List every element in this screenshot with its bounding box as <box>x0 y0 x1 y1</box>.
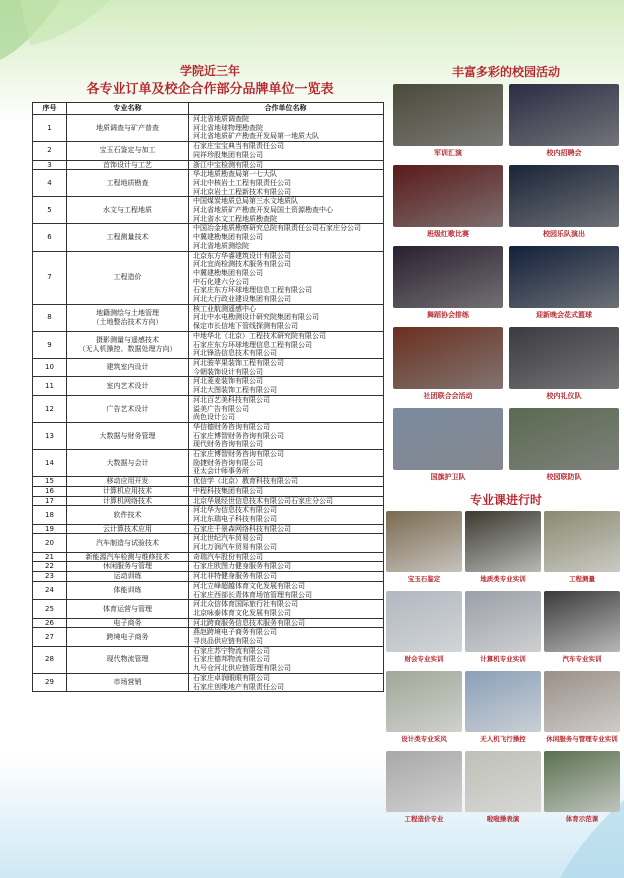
row-units <box>189 562 384 572</box>
row-number: 16 <box>33 486 67 496</box>
row-major <box>67 358 189 376</box>
row-major <box>67 534 189 552</box>
partner-unit: 励捷财务咨询有限公司 <box>193 458 263 467</box>
row-major <box>67 331 189 358</box>
table-row <box>33 197 384 224</box>
row-number: 18 <box>33 506 67 524</box>
campus-caption: 迎新晚会花式篮球 <box>536 310 592 319</box>
partner-unit: 九号仓河北供应链管理有限公司 <box>193 664 291 673</box>
table-row <box>33 160 384 170</box>
partner-unit: 河北中核岩土工程有限责任公司 <box>193 178 291 187</box>
partner-unit: 石家庄欧图力健身服务有限公司 <box>193 562 291 571</box>
major-name: 休闲服务与管理 <box>103 562 152 571</box>
table-body <box>33 115 384 692</box>
row-number: 23 <box>33 572 67 582</box>
major-name: 广告艺术设计 <box>106 404 149 413</box>
row-units <box>189 377 384 395</box>
row-major <box>67 628 189 646</box>
row-units <box>189 486 384 496</box>
course-caption: 汽车专业实训 <box>562 655 602 663</box>
row-major <box>67 486 189 496</box>
table-row <box>33 562 384 572</box>
campus-caption: 校园联防队 <box>546 472 582 481</box>
partner-unit: 河北省地质矿产勘查开发局国土资源勘查中心 <box>193 206 333 215</box>
partner-unit: 石家庄西部长青体育场馆管理有限公司 <box>193 590 312 599</box>
partner-unit: 河北非特健身服务有限公司 <box>193 572 277 581</box>
row-number: 27 <box>33 628 67 646</box>
row-number: 17 <box>33 496 67 506</box>
partner-unit: 现代财务咨询有限公司 <box>193 440 263 449</box>
partner-unit: 今朝装饰设计有限公司 <box>193 367 263 376</box>
partner-unit: 优信学（北京）教育科技有限公司 <box>193 477 298 486</box>
table-row <box>33 534 384 552</box>
table-row <box>33 524 384 534</box>
row-major <box>67 496 189 506</box>
partner-unit: 寻良品供应链有限公司 <box>193 637 263 646</box>
row-units <box>189 331 384 358</box>
campus-caption: 班级红歌比赛 <box>427 229 469 238</box>
partner-unit: 河北大行政业建设集团有限公司 <box>193 295 291 304</box>
row-major <box>67 224 189 251</box>
row-units <box>189 115 384 142</box>
partner-unit: 河北跨商服务信息技术服务有限公司 <box>193 618 305 627</box>
partner-unit: 核工业航测遥感中心 <box>193 304 256 313</box>
campus-caption: 社团联合会活动 <box>423 391 473 400</box>
table-row <box>33 170 384 197</box>
partner-unit: 尚色设计公司 <box>193 413 235 422</box>
row-number: 24 <box>33 581 67 599</box>
partner-unit: 河北百艺美科技有限公司 <box>193 395 270 404</box>
campus-caption: 舞蹈协会排练 <box>427 310 469 319</box>
table-header-row <box>33 103 384 115</box>
partner-unit: 河北世纪汽车贸易公司 <box>193 534 263 543</box>
partner-unit: 石家庄德邦物流有限公司 <box>193 655 270 664</box>
course-photo <box>386 591 462 652</box>
partner-unit: 中冀建勘集团有限公司 <box>193 233 263 242</box>
partner-unit: 河北华为信息技术有限公司 <box>193 506 277 515</box>
major-name: 汽车制造与试验技术 <box>96 538 159 547</box>
major-name: 新能源汽车检测与维修技术 <box>85 552 170 561</box>
row-major <box>67 524 189 534</box>
partner-unit: 北京华晟经世信息技术有限公司石家庄分公司 <box>193 496 333 505</box>
course-caption: 财会专业实训 <box>404 655 444 663</box>
course-photo <box>465 671 541 732</box>
partner-unit: 河北省地质测绘院 <box>193 241 249 250</box>
partner-unit: 石家庄千景森网络科技有限公司 <box>193 524 291 533</box>
row-major <box>67 600 189 618</box>
partner-unit: 石家庄博智财务咨询有限公司 <box>193 431 284 440</box>
row-number: 5 <box>33 197 67 224</box>
row-major <box>67 552 189 562</box>
row-units <box>189 477 384 487</box>
major-name: 体育运营与管理 <box>103 604 152 613</box>
partner-unit: 石家庄卓润眼眼有限公司 <box>193 673 270 682</box>
row-units <box>189 534 384 552</box>
partner-unit: 浙江中宝检测有限公司 <box>193 160 263 169</box>
table-row <box>33 581 384 599</box>
row-major <box>67 422 189 449</box>
campus-caption: 校园乐队演出 <box>543 229 585 238</box>
campus-caption: 国旗护卫队 <box>430 472 466 481</box>
row-major <box>67 673 189 691</box>
row-major <box>67 618 189 628</box>
table-row <box>33 646 384 673</box>
row-units <box>189 422 384 449</box>
course-caption: 宝玉石鉴定 <box>407 575 441 583</box>
row-number: 14 <box>33 450 67 477</box>
partner-unit: 河北省地质调查院 <box>193 115 249 123</box>
row-number: 9 <box>33 331 67 358</box>
major-name: 室内艺术设计 <box>106 381 149 390</box>
course-caption: 无人机飞行操控 <box>480 735 526 743</box>
row-units <box>189 628 384 646</box>
row-major <box>67 646 189 673</box>
partner-unit: 中程科技集团有限公司 <box>193 486 263 495</box>
campus-photo <box>393 408 503 470</box>
course-photo <box>386 751 462 812</box>
row-major <box>67 142 189 160</box>
row-major <box>67 506 189 524</box>
row-units <box>189 600 384 618</box>
row-units <box>189 673 384 691</box>
course-photo <box>465 591 541 652</box>
partner-unit: 中国煤炭地质总局第三水文地质队 <box>193 197 298 206</box>
partner-unit: 河北骏苹果装饰工程有限公司 <box>193 358 284 367</box>
table-row <box>33 552 384 562</box>
row-number: 7 <box>33 251 67 304</box>
partner-unit: 燕赵跨境电子商务有限公司 <box>193 628 277 637</box>
row-units <box>189 552 384 562</box>
course-caption: 体育示范课 <box>565 815 599 823</box>
partner-unit: 奇瑞汽车股份有限公司 <box>193 552 263 561</box>
row-number: 2 <box>33 142 67 160</box>
major-name: 跨境电子商务 <box>106 632 149 641</box>
row-units <box>189 450 384 477</box>
partner-unit: 北京咏泰体育文化发展有限公司 <box>193 608 291 617</box>
row-number: 6 <box>33 224 67 251</box>
page-title-line1: 学院近三年 <box>179 64 240 78</box>
row-units <box>189 524 384 534</box>
table-row <box>33 224 384 251</box>
course-photo <box>544 751 620 812</box>
major-name: 软件技术 <box>113 510 142 519</box>
course-photo <box>386 671 462 732</box>
table-row <box>33 486 384 496</box>
course-photo <box>465 751 541 812</box>
major-name: 地质调查与矿产普查 <box>96 123 159 132</box>
header-no: 序号 <box>33 103 67 115</box>
campus-caption: 军训汇演 <box>434 148 462 157</box>
row-units <box>189 572 384 582</box>
campus-photo <box>509 84 619 146</box>
table-row <box>33 600 384 618</box>
row-number: 22 <box>33 562 67 572</box>
table-row <box>33 358 384 376</box>
major-name: 计算机网络技术 <box>103 496 152 505</box>
major-direction: （土地整治技术方向） <box>92 317 163 326</box>
row-units <box>189 581 384 599</box>
table-row <box>33 477 384 487</box>
campus-photo <box>393 327 503 389</box>
row-number: 13 <box>33 422 67 449</box>
partner-unit: 河北锋浩信息技术有限公司 <box>193 349 277 358</box>
partner-unit: 保定市长信地下管线探测有限公司 <box>193 322 298 331</box>
row-major <box>67 115 189 142</box>
partner-unit: 河北众信体育国际旅行社有限公司 <box>193 600 298 609</box>
course-caption: 工程造价专业 <box>404 815 444 823</box>
course-caption: 啦啦操表演 <box>486 815 520 823</box>
course-caption: 工程测量 <box>569 575 595 583</box>
campus-photo <box>509 246 619 308</box>
table-row <box>33 572 384 582</box>
header-units: 合作单位名称 <box>189 103 384 115</box>
partner-unit: 中冀建勘集团有限公司 <box>193 268 263 277</box>
table-row <box>33 115 384 142</box>
table-row <box>33 142 384 160</box>
row-major <box>67 477 189 487</box>
partner-unit: 河北立峰超越体育文化发展有限公司 <box>193 581 305 590</box>
major-name: 工程地质勘查 <box>106 178 149 187</box>
campus-caption: 校内招聘会 <box>546 148 582 157</box>
course-caption: 计算机专业实训 <box>480 655 526 663</box>
partner-unit: 河北京岩土工程新技术有限公司 <box>193 187 291 196</box>
row-units <box>189 142 384 160</box>
row-units <box>189 618 384 628</box>
major-name: 现代物流管理 <box>106 655 149 664</box>
row-number: 10 <box>33 358 67 376</box>
row-units <box>189 160 384 170</box>
page-title-line2: 各专业订单及校企合作部分品牌单位一览表 <box>86 82 334 97</box>
major-name: 电子商务 <box>113 618 142 627</box>
row-units <box>189 358 384 376</box>
partner-unit: 溢美广告有限公司 <box>193 404 249 413</box>
major-name: 市场营销 <box>113 678 142 687</box>
table-row <box>33 506 384 524</box>
row-major <box>67 377 189 395</box>
table-row <box>33 450 384 477</box>
partner-unit: 石家庄博智财务咨询有限公司 <box>193 450 284 459</box>
campus-photo <box>509 408 619 470</box>
partner-unit: 华信德财务咨询有限公司 <box>193 422 270 431</box>
table-row <box>33 251 384 304</box>
row-number: 26 <box>33 618 67 628</box>
partner-unit: 河北省地质矿产勘查开发局第一地质大队 <box>193 132 319 141</box>
partner-unit: 中地华北（北京）工程技术研究院有限公司 <box>193 331 326 340</box>
course-section-title: 专业课进行时 <box>469 493 542 507</box>
partner-unit: 中国冶金地质勘察研究总院有限责任公司石家庄分公司 <box>193 224 361 233</box>
major-name: 计算机应用技术 <box>103 486 152 495</box>
row-number: 11 <box>33 377 67 395</box>
major-name: 移动应用开发 <box>106 477 149 486</box>
major-name: 摄影测量与遥感技术 <box>96 336 159 345</box>
major-name: 首饰设计与工艺 <box>103 160 152 169</box>
partner-unit: 亚太会计师事务所 <box>193 467 249 476</box>
partner-unit: 河北中水电勘测设计研究院集团有限公司 <box>193 313 319 322</box>
major-name: 大数据与会计 <box>106 458 149 467</box>
course-photo <box>386 511 462 572</box>
partner-unit: 河北宜尚检测技术服务有限公司 <box>193 260 291 269</box>
row-major <box>67 572 189 582</box>
course-caption: 设计类专业采风 <box>401 735 447 743</box>
row-units <box>189 496 384 506</box>
row-major <box>67 251 189 304</box>
partner-unit: 石家庄创维地产有限责任公司 <box>193 682 284 691</box>
row-number: 19 <box>33 524 67 534</box>
partner-unit: 河北大图装饰工程有限公司 <box>193 386 277 395</box>
row-number: 29 <box>33 673 67 691</box>
campus-section-title: 丰富多彩的校园活动 <box>451 65 560 79</box>
table-row <box>33 618 384 628</box>
course-photo <box>544 671 620 732</box>
row-units <box>189 197 384 224</box>
row-units <box>189 304 384 331</box>
row-number: 15 <box>33 477 67 487</box>
partner-unit: 石家庄苏宁物流有限公司 <box>193 646 270 655</box>
campus-photo <box>393 246 503 308</box>
partner-unit: 河北菱麦装饰有限公司 <box>193 377 263 386</box>
table-row <box>33 377 384 395</box>
row-units <box>189 395 384 422</box>
partner-unit: 北京东方华睿建筑设计有限公司 <box>193 251 291 260</box>
row-major <box>67 170 189 197</box>
row-major <box>67 160 189 170</box>
row-major <box>67 581 189 599</box>
major-name: 运动训练 <box>113 572 142 581</box>
table-row <box>33 496 384 506</box>
partner-unit: 同祥珍股集团有限公司 <box>193 150 263 159</box>
major-name: 大数据与财务管理 <box>99 431 156 440</box>
major-name: 体能训练 <box>113 586 142 595</box>
partner-unit: 石家庄东方环球地理信息工程有限公司 <box>193 286 312 295</box>
row-major <box>67 197 189 224</box>
course-caption: 休闲服务与管理专业实训 <box>546 735 618 743</box>
row-major <box>67 395 189 422</box>
row-number: 1 <box>33 115 67 142</box>
partner-unit: 石家庄宝宝典当有限责任公司 <box>193 142 284 151</box>
row-major <box>67 450 189 477</box>
course-caption: 地质类专业实训 <box>480 575 526 583</box>
partner-unit: 华北地质勘查局第一七大队 <box>193 170 277 179</box>
partner-unit: 河北万润汽车贸易有限公司 <box>193 543 277 552</box>
major-name: 工程测量技术 <box>106 233 149 242</box>
partner-unit: 河北省水文工程地质勘查院 <box>193 214 277 223</box>
major-name: 宝玉石鉴定与加工 <box>99 146 156 155</box>
partner-unit: 河北东瑞电子科技有限公司 <box>193 514 277 523</box>
row-major <box>67 304 189 331</box>
campus-photo <box>393 165 503 227</box>
partner-unit: 中石化建六分公司 <box>193 277 249 286</box>
campus-photo <box>509 327 619 389</box>
major-name: 云计算技术应用 <box>103 524 152 533</box>
row-number: 21 <box>33 552 67 562</box>
header-major: 专业名称 <box>67 103 189 115</box>
campus-photo <box>509 165 619 227</box>
table-row <box>33 628 384 646</box>
row-units <box>189 506 384 524</box>
cooperation-table <box>32 102 384 692</box>
row-number: 3 <box>33 160 67 170</box>
table-row <box>33 331 384 358</box>
table-row <box>33 673 384 691</box>
table-row <box>33 304 384 331</box>
row-units <box>189 170 384 197</box>
partner-unit: 河北省地球物理勘查院 <box>193 123 263 132</box>
partner-unit: 石家庄东方环球地理信息工程有限公司 <box>193 340 312 349</box>
row-number: 4 <box>33 170 67 197</box>
major-name: 建筑室内设计 <box>106 363 149 372</box>
row-number: 12 <box>33 395 67 422</box>
campus-caption: 校内礼仪队 <box>546 391 582 400</box>
row-major <box>67 562 189 572</box>
row-number: 8 <box>33 304 67 331</box>
major-name: 工程造价 <box>113 273 142 282</box>
course-photo <box>465 511 541 572</box>
major-name: 水文与工程地质 <box>103 206 152 215</box>
row-number: 25 <box>33 600 67 618</box>
row-number: 28 <box>33 646 67 673</box>
row-units <box>189 224 384 251</box>
course-photo <box>544 591 620 652</box>
row-number: 20 <box>33 534 67 552</box>
row-units <box>189 646 384 673</box>
course-photo <box>544 511 620 572</box>
major-direction: （无人机操控、数据处理方向） <box>78 344 177 353</box>
table-row <box>33 395 384 422</box>
campus-photo <box>393 84 503 146</box>
row-units <box>189 251 384 304</box>
major-name: 地籍测绘与土地管理 <box>96 309 159 318</box>
table-row <box>33 422 384 449</box>
